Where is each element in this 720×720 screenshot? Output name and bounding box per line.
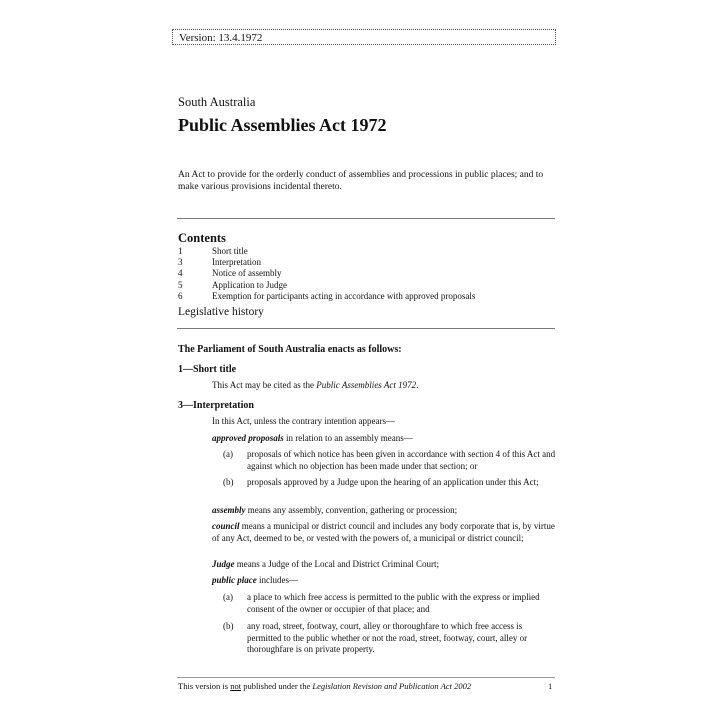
divider	[177, 328, 555, 329]
interpretation-intro: In this Act, unless the contrary intention appears—	[212, 416, 395, 426]
toc-label: Short title	[212, 246, 248, 256]
toc-label: Interpretation	[212, 257, 261, 268]
short-title-text: This Act may be cited as the Public Assemblies Act 1972.	[212, 380, 419, 390]
toc-item[interactable]	[178, 280, 475, 291]
definition-public-place: public place includes—	[212, 575, 298, 585]
toc-label: Notice of assembly	[212, 268, 282, 279]
defined-term: assembly	[212, 505, 246, 515]
definition-assembly: assembly means any assembly, convention, gathering or procession;	[212, 505, 458, 515]
defined-term: approved proposals	[212, 433, 284, 443]
defined-term: public place	[212, 575, 257, 585]
section-heading-interpretation: 3—Interpretation	[178, 400, 254, 411]
defined-term: council	[212, 521, 240, 531]
contents-heading: Contents	[178, 231, 226, 245]
list-item: (b) any road, street, footway, court, alley or thoroughfare to which free access is permitted to the public whether or not the road, street, footway, court, alley or thoroughfare is on private property.	[223, 621, 528, 654]
list-item: (b) proposals approved by a Judge upon the hearing of an application under this Act;	[223, 477, 539, 487]
toc-number: 4	[178, 268, 183, 279]
toc-label: Application to Judge	[212, 279, 287, 290]
toc-label: Exemption for participants acting in accordance with approved proposals	[212, 290, 476, 301]
enacting-words: The Parliament of South Australia enacts as follows:	[178, 344, 402, 355]
footer-note: This version is not published under the Legislation Revision and Publication Act 2002	[178, 681, 472, 691]
definition-approved-proposals: approved proposals in relation to an assembly means—	[212, 433, 413, 443]
version-box: Version: 13.4.1972	[172, 29, 556, 45]
defined-term: Judge	[212, 559, 235, 569]
list-item: (a) proposals of which notice has been given in accordance with section 4 of this Act and against which no objection has been made under that section; or	[223, 449, 556, 471]
table-of-contents	[178, 246, 475, 302]
toc-item[interactable]	[178, 257, 475, 268]
page-number: 1	[548, 681, 553, 691]
act-title: Public Assemblies Act 1972	[178, 115, 387, 135]
toc-number: 3	[178, 257, 183, 268]
toc-item[interactable]	[178, 268, 475, 279]
toc-item[interactable]	[178, 291, 475, 302]
list-item: (a) a place to which free access is permitted to the public with the express or implied consent of the owner or occupier of that place; and	[223, 592, 540, 614]
toc-number: 1	[178, 246, 183, 256]
jurisdiction: South Australia	[178, 95, 256, 109]
toc-item[interactable]	[178, 246, 475, 257]
definition-council: council means a municipal or district council and includes any body corporate that is, by virtue of any Act, deemed to be, or vested with the powers of, a municipal or district council;	[212, 521, 555, 543]
divider	[177, 218, 555, 219]
long-title: An Act to provide for the orderly conduct of assemblies and processions in public places; and to make various provisions incidental thereto.	[178, 170, 544, 192]
legislative-history-link[interactable]: Legislative history	[178, 306, 264, 318]
footer-divider	[177, 677, 555, 678]
section-heading-short-title: 1—Short title	[178, 364, 237, 375]
definition-judge: Judge means a Judge of the Local and District Criminal Court;	[212, 559, 439, 569]
toc-number: 6	[178, 290, 183, 301]
toc-number: 5	[178, 279, 183, 290]
